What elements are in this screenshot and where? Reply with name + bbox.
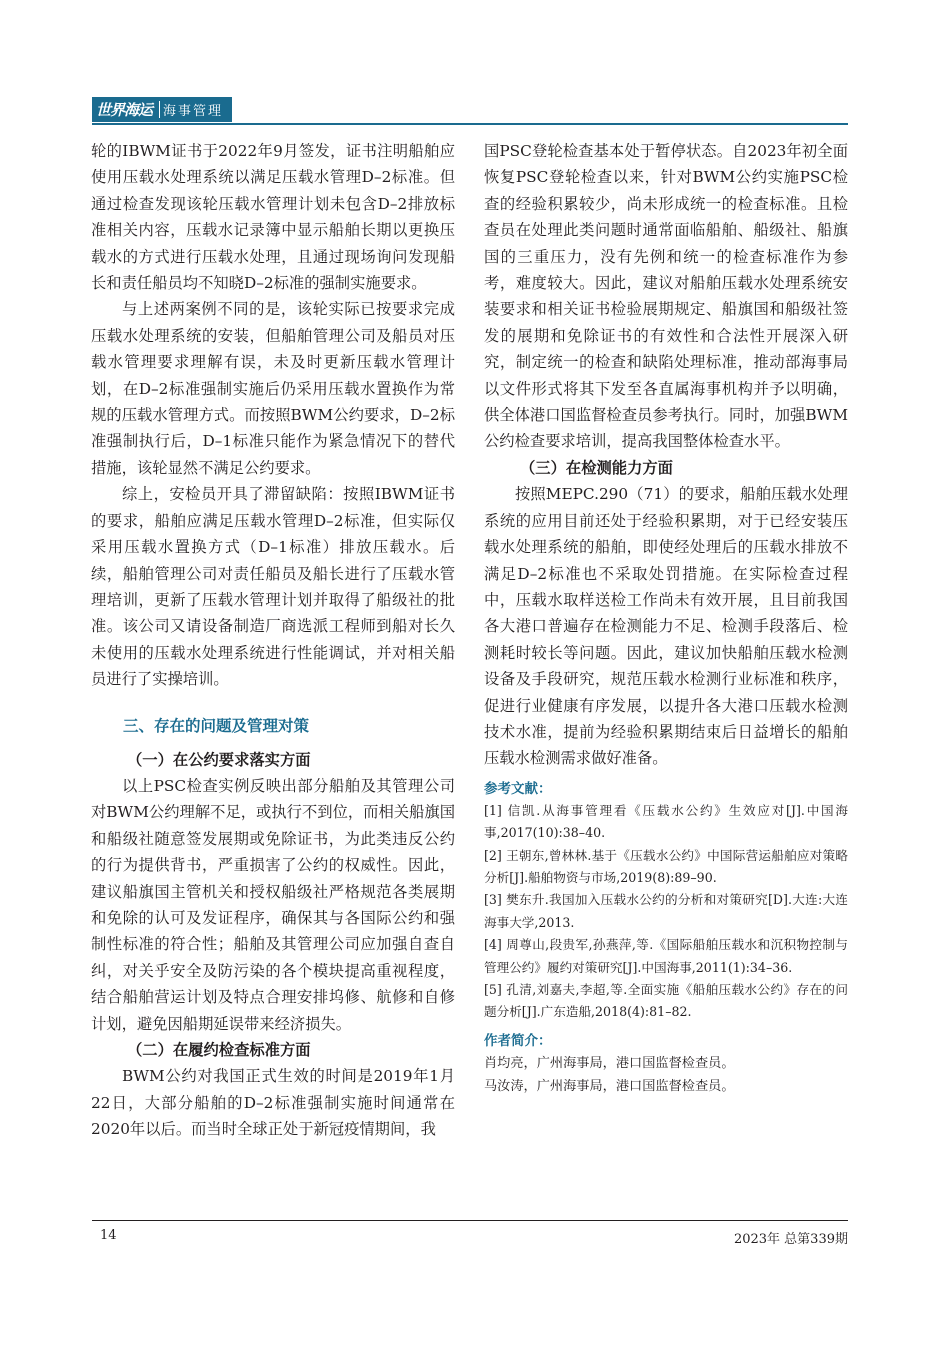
- reference-item: [4] 周尊山,段贵军,孙燕萍,等.《国际船舶压载水和沉积物控制与管理公约》履约对策研究[J].中国海事,2011(1):34–36.: [484, 937, 848, 975]
- reference-item: [5] 孔清,刘嘉夫,李超,等.全面实施《船舶压载水公约》存在的问题分析[J].广东造船,2018(4):81–82.: [484, 982, 848, 1020]
- footer-rule: [92, 1220, 848, 1221]
- page-number: 14: [100, 1228, 117, 1243]
- subsection-heading: （一）在公约要求落实方面: [127, 750, 311, 769]
- authors-list: [484, 1052, 848, 1098]
- paragraph: 与上述两案例不同的是，该轮实际已按要求完成压载水处理系统的安装，但船舶管理公司及船员对压载水管理要求理解有误，未及时更新压载水管理计划，在D–2标准强制实施后仍采用压载水置换作为常规的压载水管理方式。而按照BWM公约要求，D–2标准强制执行后，D–1标准只能作为紧急情况下的替代措施，该轮显然不满足公约要求。: [91, 300, 455, 477]
- section-name: 海事管理: [163, 104, 224, 119]
- authors-heading: 作者简介：: [484, 1032, 552, 1049]
- subsection-heading: （二）在履约检查标准方面: [127, 1041, 311, 1059]
- page-header: [92, 97, 848, 125]
- author-item: 马汝涛，广州海事局，港口国监督检查员。: [484, 1078, 735, 1094]
- paragraph: 以上PSC检查实例反映出部分船舶及其管理公司对BWM公约理解不足，或执行不到位，而相关船旗国和船级社随意签发展期或免除证书，为此类违反公约的行为提供背书，严重损害了公约的权威性。因此，建议船旗国主管机关和授权船级社严格规范各类展期和免除的认可及发证程序，确保其与各国际公约和强制性标准的符合性；船舶及其管理公司应加强自查自纠，对关乎安全及防污染的各个模块提高重视程度，结合船舶营运计划及特点合理安排坞修、航修和自修计划，避免因船期延误带来经济损失。: [91, 776, 455, 1033]
- author-item: 肖均亮，广州海事局，港口国监督检查员。: [484, 1055, 735, 1071]
- references-list: [484, 800, 848, 1024]
- paragraph: 国PSC登轮检查基本处于暂停状态。自2023年初全面恢复PSC登轮检查以来，针对BWM公约实施PSC检查的经验积累较少，尚未形成统一的检查标准。且检查员在处理此类问题时通常面临船舶、船级社、船旗国的三重压力，没有先例和统一的检查标准作为参考，难度较大。因此，建议对船舶压载水处理系统安装要求和相关证书检验展期规定、船旗国和船级社签发的展期和免除证书的有效性和合法性开展深入研究，制定统一的检查和缺陷处理标准，推动部海事局以文件形式将其下发至各直属海事机构并予以明确，供全体港口国监督检查员参考执行。同时，加强BWM公约检查要求培训，提高我国整体检查水平。: [484, 142, 848, 451]
- brand-divider: [159, 101, 160, 118]
- subsection-heading: （三）在检测能力方面: [520, 458, 673, 477]
- paragraph: BWM公约对我国正式生效的时间是2019年1月22日，大部分船舶的D–2标准强制实施时间通常在2020年以后。而当时全球正处于新冠疫情期间，我: [91, 1067, 455, 1139]
- paragraph: 轮的IBWM证书于2022年9月签发，证书注明船舶应使用压载水处理系统以满足压载水管理D–2标准。但通过检查发现该轮压载水管理计划未包含D–2排放标准相关内容，压载水记录簿中显示船舶长期以更换压载水的方式进行压载水处理，且通过现场询问发现船长和责任船员均不知晓D–2标准的强制实施要求。: [91, 142, 455, 293]
- section-heading: 三、存在的问题及管理对策: [123, 716, 310, 735]
- paragraph: 综上，安检员开具了滞留缺陷：按照IBWM证书的要求，船舶应满足压载水管理D–2标准，但实际仅采用压载水置换方式（D–1标准）排放压载水。后续，船舶管理公司对责任船员及船长进行了压载水管理培训，更新了压载水管理计划并取得了船级社的批准。该公司又请设备制造厂商选派工程师到船对长久未使用的压载水处理系统进行性能调试，并对相关船员进行了实操培训。: [91, 485, 455, 689]
- reference-item: [3] 樊东升.我国加入压载水公约的分析和对策研究[D].大连:大连海事大学,2013.: [484, 892, 848, 930]
- left-column: [91, 138, 455, 1143]
- reference-item: [1] 信凯.从海事管理看《压载水公约》生效应对[J].中国海事,2017(10):38–40.: [484, 802, 848, 841]
- right-column: [484, 138, 848, 1098]
- header-rule: [92, 123, 848, 125]
- references-heading: 参考文献：: [484, 780, 552, 797]
- paragraph: 按照MEPC.290（71）的要求，船舶压载水处理系统的应用目前还处于经验积累期，对于已经安装压载水处理系统的船舶，即使经处理后的压载水排放不满足D–2标准也不采取处罚措施。在实际检查过程中，压载水取样送检工作尚未有效开展，且目前我国各大港口普遍存在检测能力不足、检测手段落后、检测耗时较长等问题。因此，建议加快船舶压载水检测设备及手段研究，规范压载水检测行业标准和秩序，促进行业健康有序发展，以提升各大港口压载水检测技术水准，提前为经验积累期结束后日益增长的船舶压载水检测需求做好准备。: [484, 485, 848, 768]
- reference-item: [2] 王朝东,曾林林.基于《压载水公约》中国际营运船舶应对策略分析[J].船舶物资与市场,2019(8):89–90.: [484, 847, 848, 885]
- journal-logo: 世界海运: [96, 101, 153, 119]
- issue-info: 2023年 总第339期: [733, 1232, 848, 1247]
- journal-brand: [92, 97, 232, 122]
